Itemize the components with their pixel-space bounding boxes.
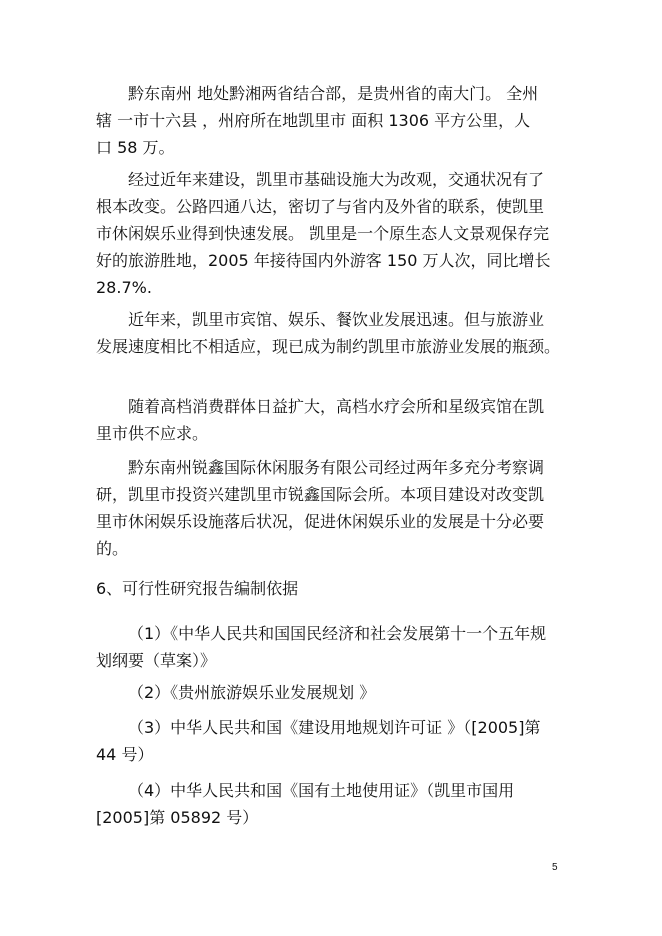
text-line: （3）中华人民共和国《建设用地规划许可证 》（[2005]第 [128,718,541,737]
text-line: 的。 [96,539,129,558]
section-heading: 6、可行性研究报告编制依据 [96,579,299,598]
text-line: 研，凯里市投资兴建凯里市锐鑫国际会所。本项目建设对改变凯 [96,485,545,504]
reference-item [96,679,570,706]
text-line: 口 58 万。 [96,138,175,157]
text-line: 黔东南州锐鑫国际休闲服务有限公司经过两年多充分考察调 [128,458,545,477]
paragraph-high-end-demand [96,393,570,447]
page-number: 5 [552,862,558,873]
text-line: 发展速度相比不相适应，现已成为制约凯里市旅游业发展的瓶颈。 [96,337,561,356]
paragraph-infrastructure [96,166,570,301]
paragraph-company-project [96,454,570,562]
reference-item [96,714,570,768]
text-line: 28.7%. [96,278,152,297]
paragraph-hotel-industry [96,306,570,360]
text-line: 44 号） [96,745,154,764]
text-line: 近年来，凯里市宾馆、娱乐、餐饮业发展迅速。但与旅游业 [128,310,545,329]
text-line: 好的旅游胜地，2005 年接待国内外游客 150 万人次，同比增长 [96,251,551,270]
text-line: 划纲要（草案）》 [96,651,217,670]
paragraph-location [96,80,570,161]
text-line: （1）《中华人民共和国国民经济和社会发展第十一个五年规 [128,624,547,643]
text-line: 黔东南州 地处黔湘两省结合部，是贵州省的南大门。 全州 [128,84,539,103]
text-line: （2）《贵州旅游娱乐业发展规划 》 [128,683,376,702]
text-line: [2005]第 05892 号） [96,808,259,827]
text-line: 市休闲娱乐业得到快速发展。 凯里是一个原生态人文景观保存完 [96,224,550,243]
reference-item [96,620,570,674]
text-line: 里市供不应求。 [96,424,209,443]
text-line: （4）中华人民共和国《国有土地使用证》（凯里市国用 [128,781,515,800]
text-line: 里市休闲娱乐设施落后状况，促进休闲娱乐业的发展是十分必要 [96,512,545,531]
text-line: 根本改变。公路四通八达，密切了与省内及外省的联系，使凯里 [96,197,545,216]
text-line: 经过近年来建设，凯里市基础设施大为改观，交通状况有了 [128,170,545,189]
text-line: 辖 一市十六县 ，州府所在地凯里市 面积 1306 平方公里，人 [96,111,531,130]
reference-item [96,777,570,831]
text-line: 随着高档消费群体日益扩大，高档水疗会所和星级宾馆在凯 [128,397,545,416]
